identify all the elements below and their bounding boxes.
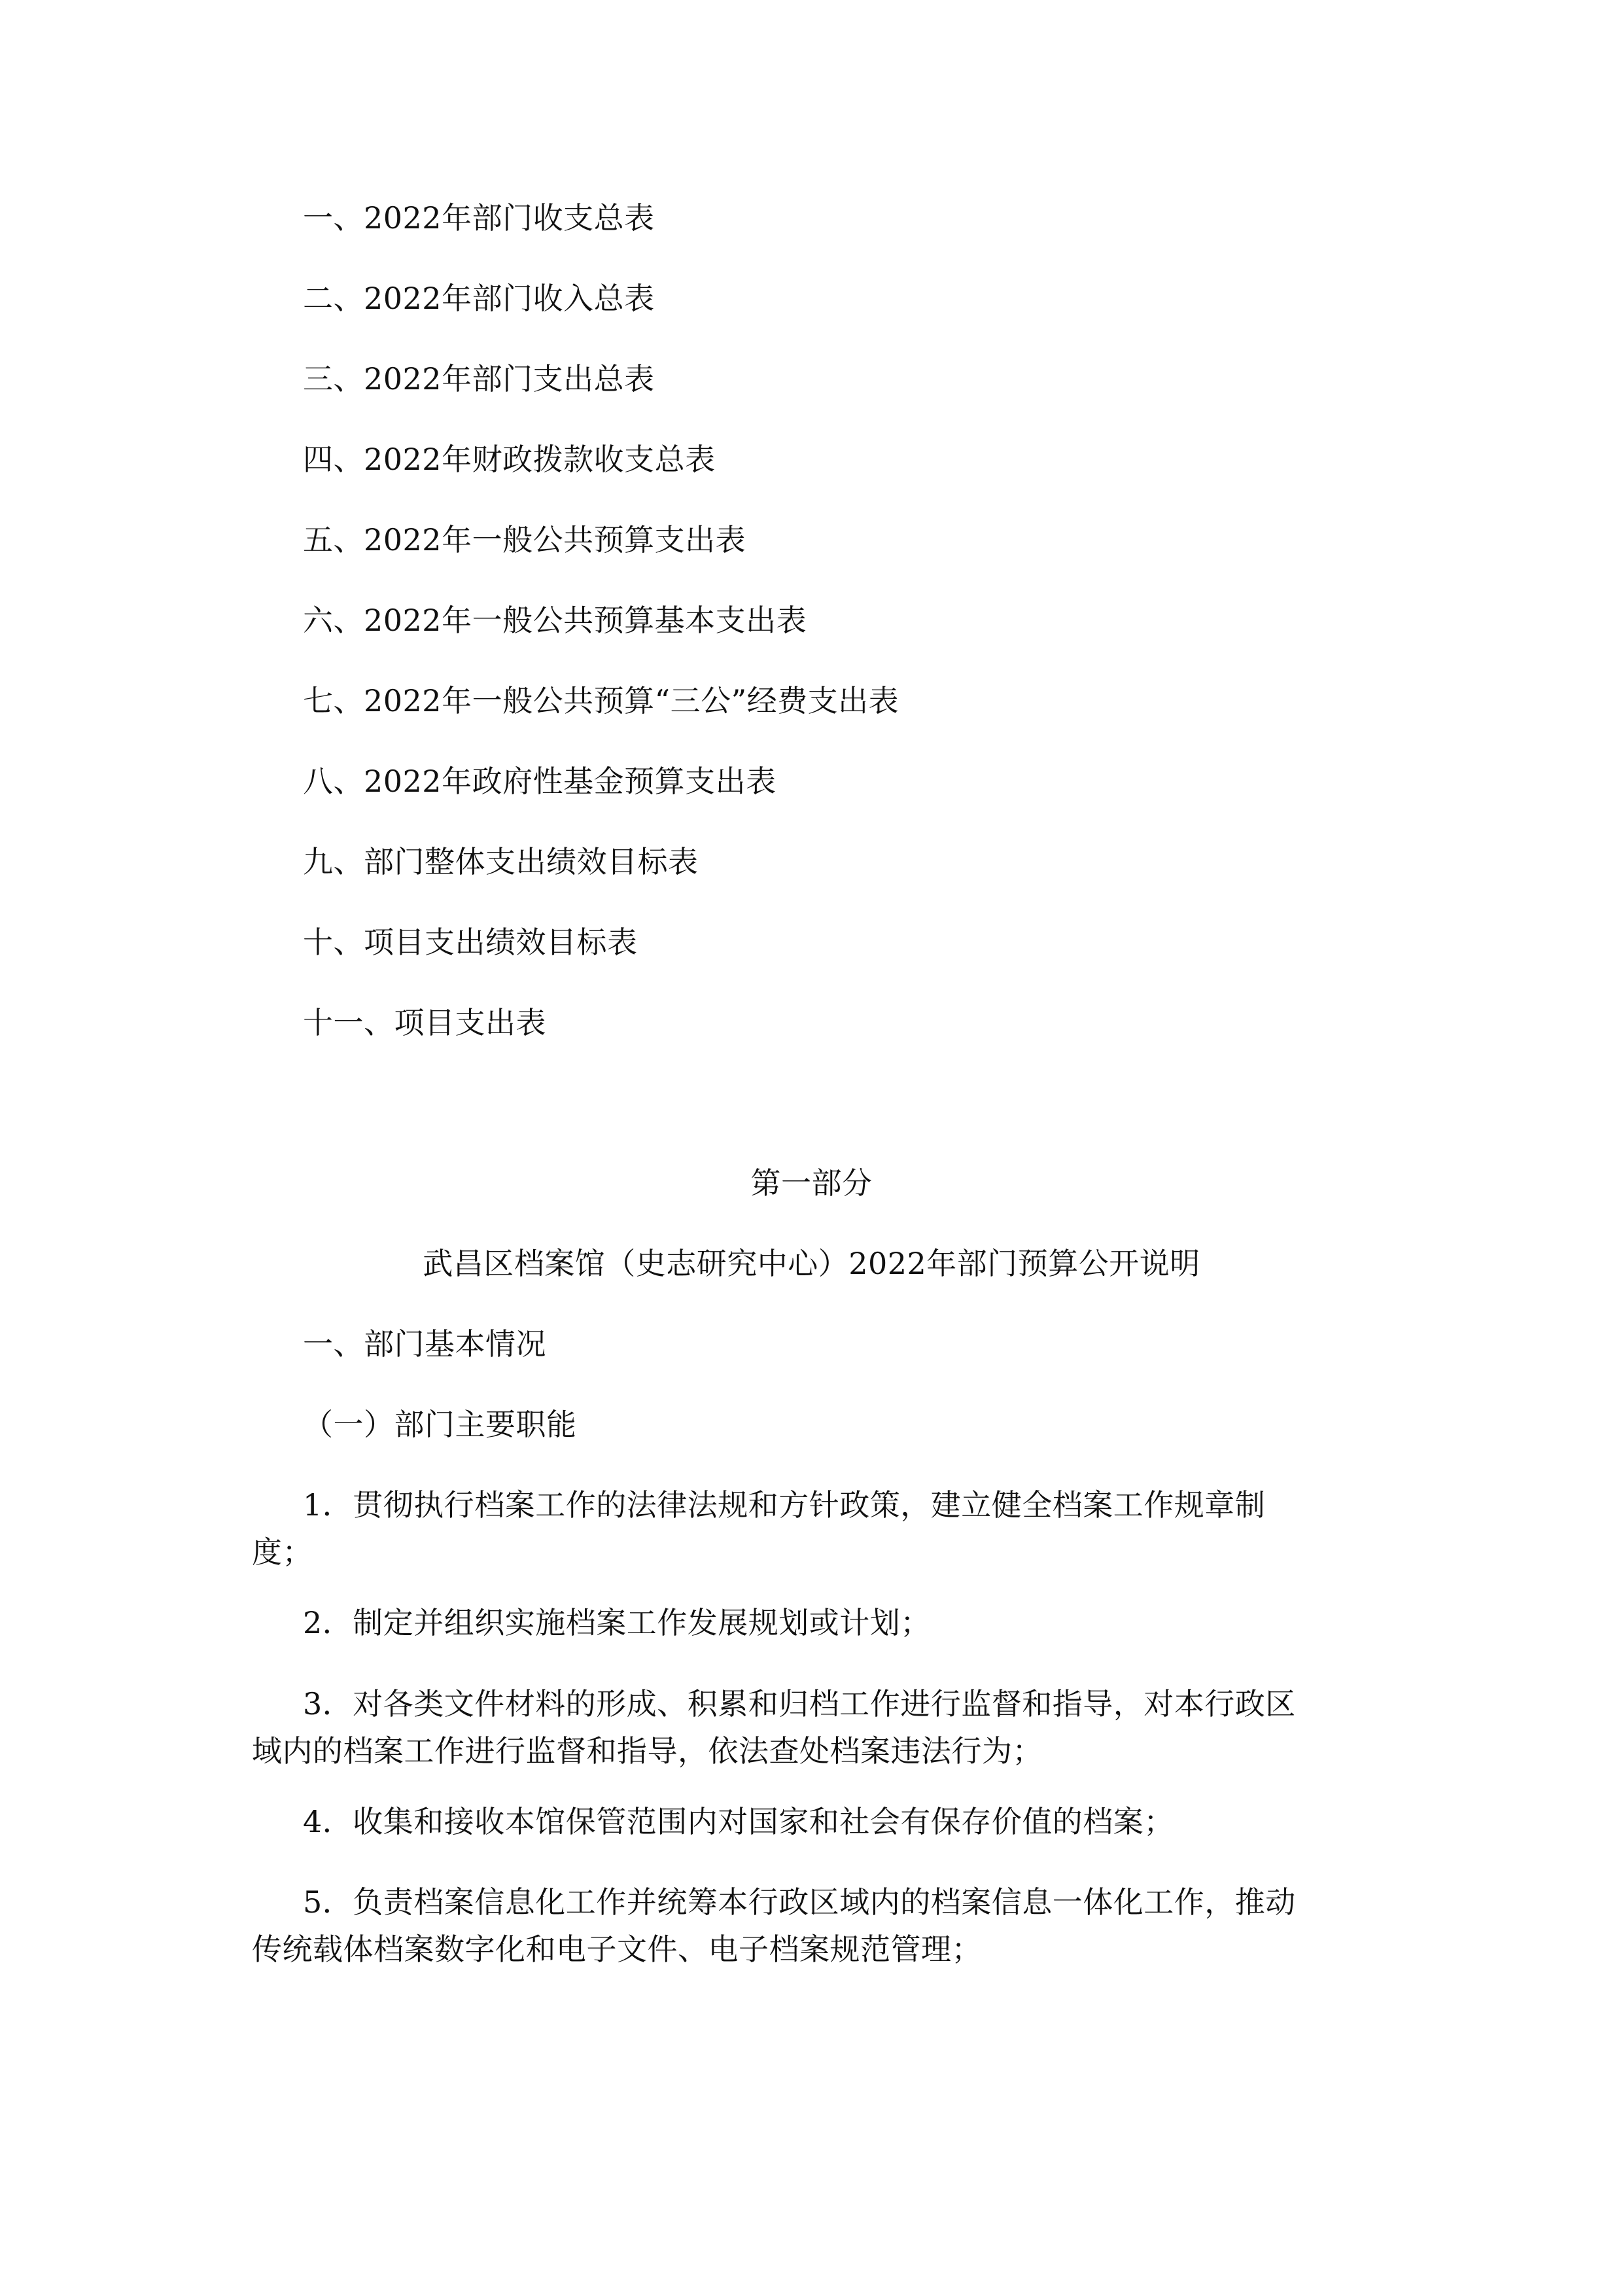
function-item-4-line1: 4．收集和接收本馆保管范围内对国家和社会有保存价值的档案； [303, 1804, 1174, 1839]
function-item-1-line2: 度； [252, 1534, 313, 1570]
function-item-4 [252, 1798, 1384, 1845]
part-label: 第一部分 [750, 1165, 873, 1201]
toc-item-3: 三、2022年部门支出总表 [303, 361, 655, 397]
document-title: 武昌区档案馆（史志研究中心）2022年部门预算公开说明 [423, 1246, 1200, 1281]
section-heading: 一、部门基本情况 [303, 1326, 546, 1362]
toc-item-11: 十一、项目支出表 [303, 1005, 546, 1040]
subsection-heading: （一）部门主要职能 [303, 1407, 577, 1442]
toc-item-8: 八、2022年政府性基金预算支出表 [303, 764, 777, 799]
toc-item-1: 一、2022年部门收支总表 [303, 200, 655, 236]
toc-item-10: 十、项目支出绩效目标表 [303, 925, 638, 960]
function-item-5-line1: 5．负责档案信息化工作并统筹本行政区域内的档案信息一体化工作，推动 [303, 1884, 1296, 1920]
function-item-3-line2: 域内的档案工作进行监督和指导，依法查处档案违法行为； [252, 1733, 1043, 1769]
toc-item-7: 七、2022年一般公共预算“三公”经费支出表 [303, 683, 899, 718]
function-item-2-line1: 2．制定并组织实施档案工作发展规划或计划； [303, 1605, 931, 1640]
function-item-5 [252, 1879, 1384, 1973]
function-item-3-line1: 3．对各类文件材料的形成、积累和归档工作进行监督和指导，对本行政区 [303, 1686, 1296, 1722]
toc-item-9: 九、部门整体支出绩效目标表 [303, 844, 699, 879]
function-item-2 [252, 1599, 1384, 1646]
toc-item-2: 二、2022年部门收入总表 [303, 281, 655, 316]
function-item-3 [252, 1680, 1384, 1775]
toc-item-4: 四、2022年财政拨款收支总表 [303, 442, 716, 477]
toc-item-6: 六、2022年一般公共预算基本支出表 [303, 603, 807, 638]
function-item-1-line1: 1．贯彻执行档案工作的法律法规和方针政策，建立健全档案工作规章制 [303, 1487, 1266, 1523]
function-item-1 [252, 1481, 1384, 1576]
toc-item-5: 五、2022年一般公共预算支出表 [303, 522, 746, 557]
function-item-5-line2: 传统载体档案数字化和电子文件、电子档案规范管理； [252, 1932, 982, 1967]
